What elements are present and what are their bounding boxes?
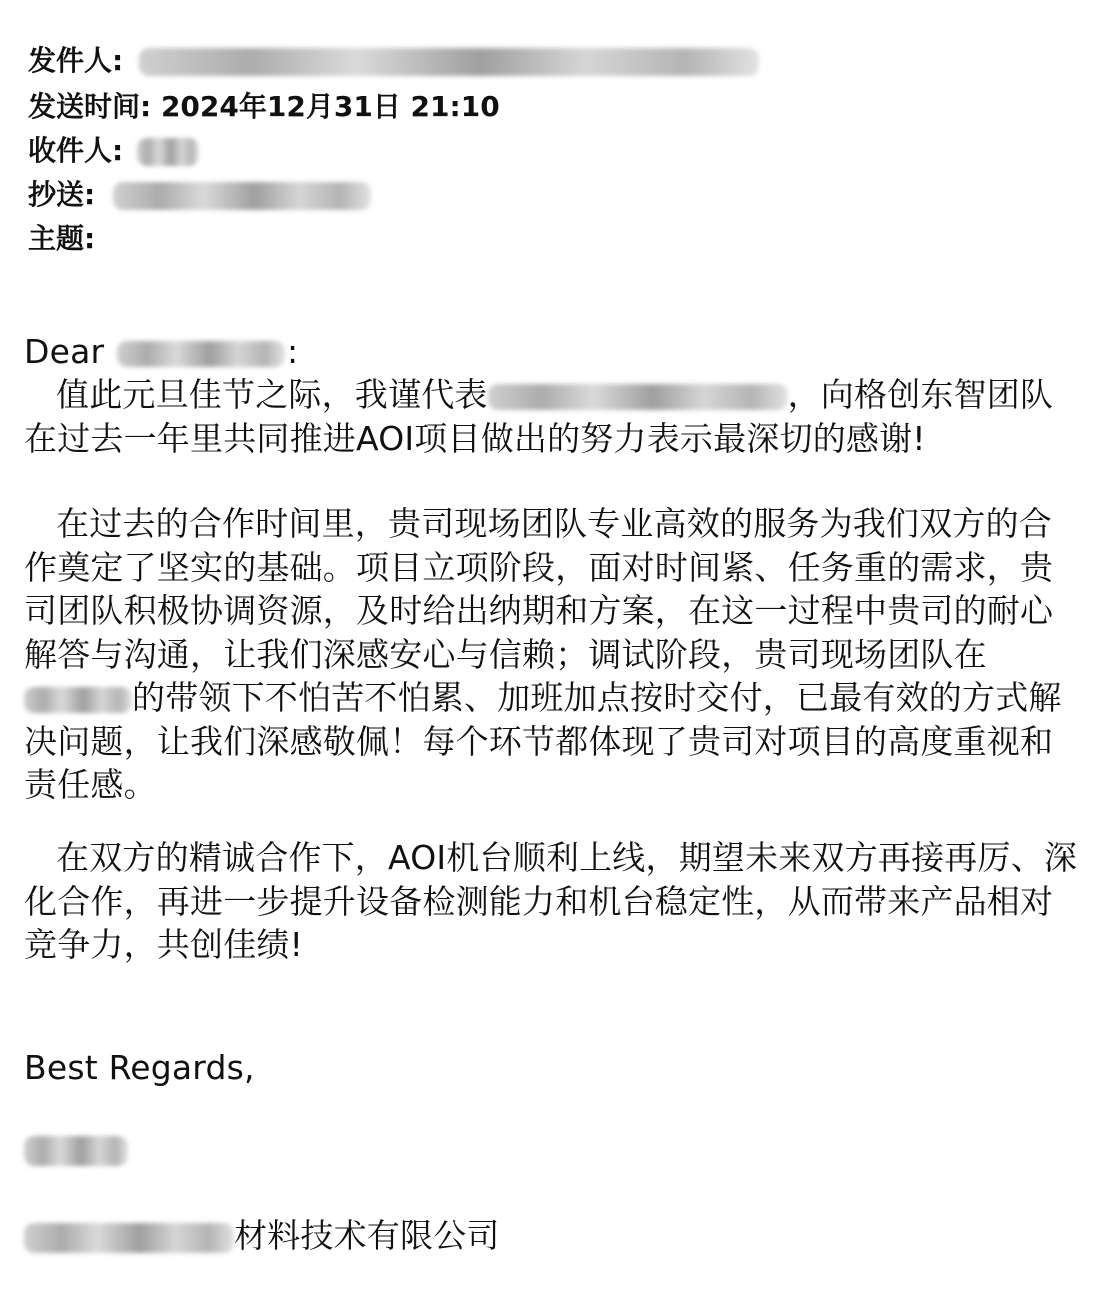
greeting — [24, 330, 1084, 374]
sent-time-row — [28, 84, 500, 130]
p2-part-a: 在过去的合作时间里，贵司现场团队专业高效的服务为我们双方的合作奠定了坚实的基础。项目立项阶段，面对时间紧、任务重的需求，贵司团队积极协调资源，及时给出纳期和方案，在这一过程中贵司的耐心解答与沟通，让我们深感安心与信赖；调试阶段，贵司 — [24, 504, 1054, 674]
company-suffix: 材料技术有限公司 — [234, 1216, 500, 1255]
p3-text: 在双方的精诚合作下，AOI机台顺利上线，期望未来双方再接再厉、深化合作，再进一步提升设备检测能力和机台稳定性，从而带来产品相对竞争力，共创佳绩! — [24, 838, 1078, 964]
sent-label: 发送时间: — [28, 90, 152, 123]
redacted-department — [488, 384, 788, 410]
closing-text: Best Regards, — [24, 1048, 255, 1087]
company-line — [24, 1214, 1084, 1258]
to-row — [28, 128, 199, 174]
redacted-recipient — [137, 138, 199, 166]
greeting-prefix: Dear — [24, 332, 105, 371]
redacted-cc — [113, 182, 371, 210]
to-label: 收件人: — [28, 134, 124, 167]
p1-part-a: 值此元旦佳节之际，我谨代表 — [56, 375, 488, 414]
from-label: 发件人: — [28, 44, 124, 77]
paragraph-1 — [24, 373, 1084, 460]
from-row — [28, 38, 759, 84]
cc-label: 抄送: — [28, 178, 96, 211]
p1-part-b: ，向格创东智团队在过去一年里共同推进AOI项目做出的努力表示最深切的感谢! — [24, 375, 1054, 458]
redacted-greeting-name — [117, 341, 285, 367]
paragraph-2 — [24, 502, 1084, 807]
redacted-company-prefix — [24, 1223, 234, 1253]
redacted-sender — [139, 48, 759, 76]
redacted-signature — [24, 1136, 128, 1166]
p2-part-b: 现场团队在 — [820, 634, 987, 674]
redacted-manager — [24, 687, 132, 713]
p2-part-c: 的带领下不怕苦不怕累、加班加点按时交付，已最有效的方式解决问题，让我们深感敬佩！每个环节都体现了贵司对项目的高度重视和责任感。 — [24, 678, 1062, 804]
greeting-suffix: : — [287, 332, 299, 371]
signature-name — [24, 1136, 128, 1166]
subject-label: 主题: — [28, 222, 96, 255]
sent-value: 2024年12月31日 21:10 — [160, 90, 500, 123]
subject-row — [28, 216, 95, 262]
paragraph-3 — [24, 836, 1084, 967]
closing — [24, 1046, 1084, 1090]
cc-row — [28, 172, 371, 218]
